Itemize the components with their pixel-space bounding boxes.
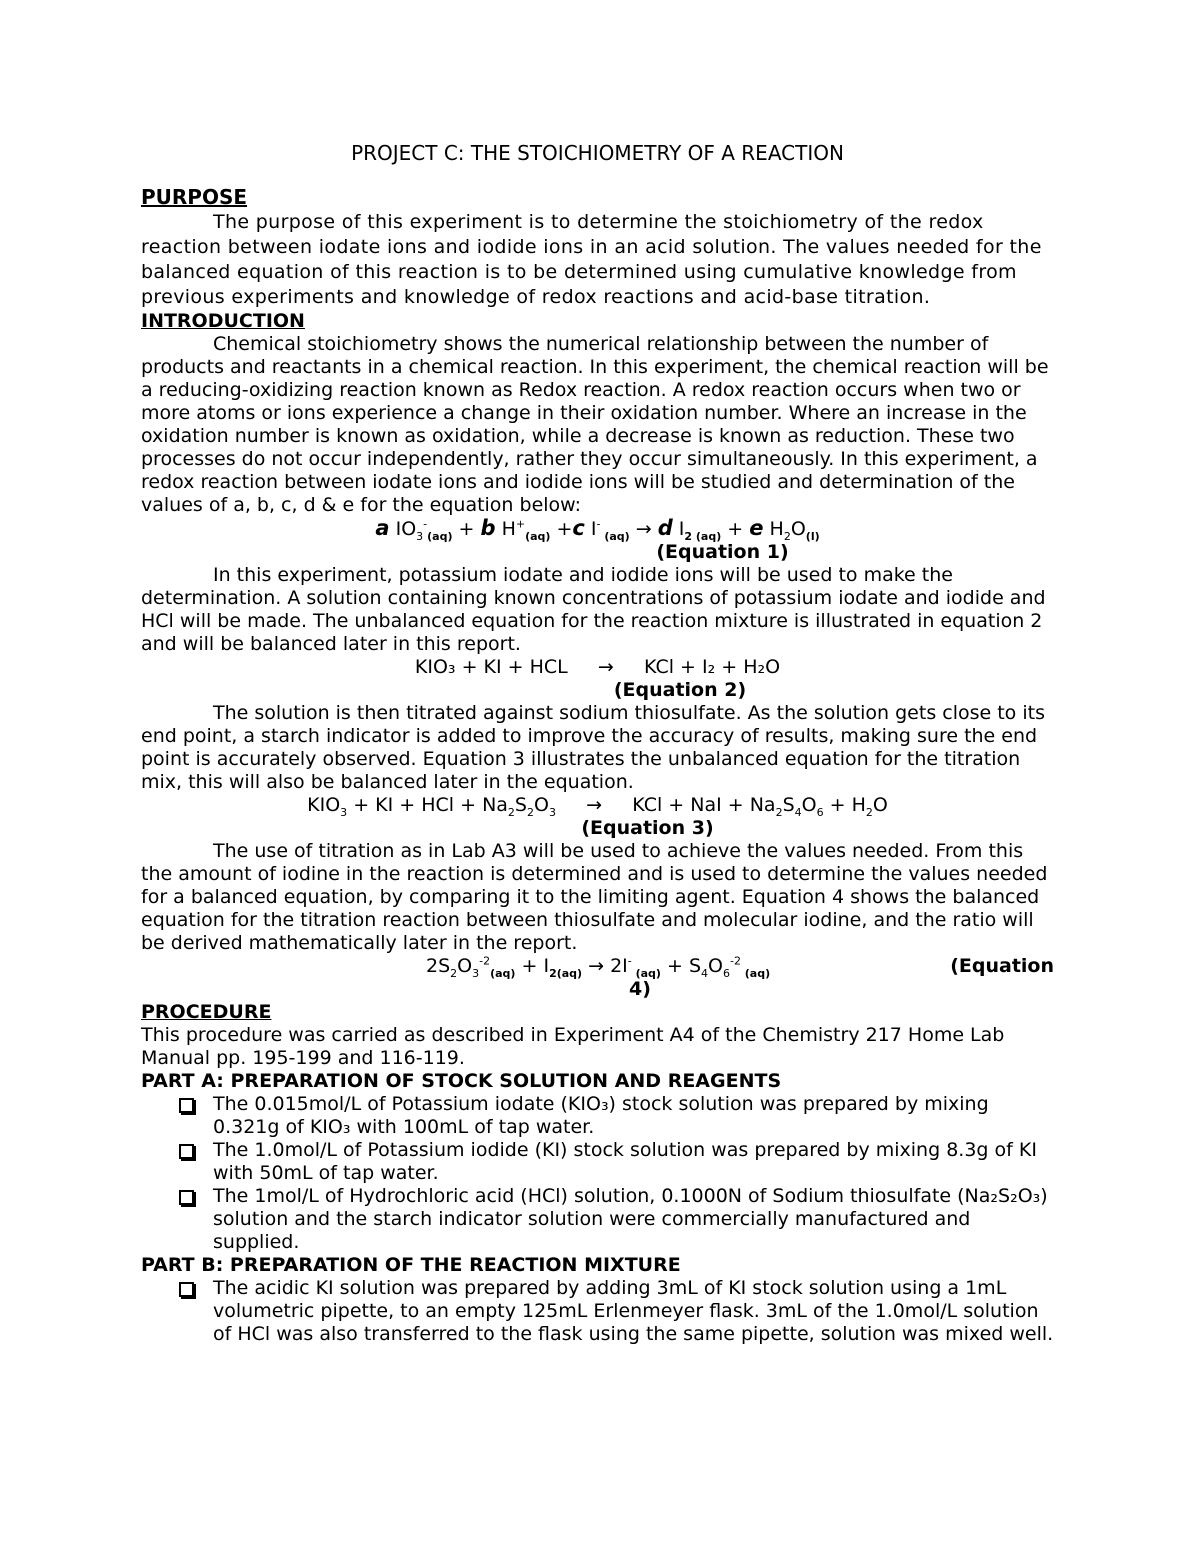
document-page bbox=[141, 140, 1054, 1346]
equation-2-label: (Equation 2) bbox=[613, 679, 747, 701]
equation-4-formula: $2S_2O_3^{-2}_{(aq)} + I_{2(aq)} \to 2I^-$ $_{(aq)} + S_4O_6^{-2}$ $_{(aq)}$ bbox=[426, 954, 771, 980]
equation-1: a $IO_3^-_{(aq)} + b$ $H^+_{(aq)} +c$ I- $_{(aq)}$ → d $I_{2 (aq)} + e$ $H_2O_{(l)}$ bbox=[375, 516, 820, 543]
equation-3: $KIO_3$ + KI + HCl + $Na_2S_2O_3$ → KCl + NaI + $Na_2S_4O_6 + H_2O$ bbox=[307, 794, 888, 819]
part-b-list bbox=[141, 1277, 1054, 1346]
part-a-heading: PART A: PREPARATION OF STOCK SOLUTION AND REAGENTS bbox=[141, 1070, 782, 1092]
part-a-list bbox=[141, 1093, 1054, 1254]
equation-2: KIO₃ + KI + HCL → KCl + I₂ + H₂O bbox=[414, 656, 781, 678]
list-item: The 0.015mol/L of Potassium iodate (KIO₃) stock solution was prepared by mixing 0.321g of KIO₃ with 100mL of tap water. bbox=[213, 1093, 1054, 1139]
equation-1-label: (Equation 1) bbox=[656, 541, 789, 563]
equation-4-label-continued: 4) bbox=[629, 978, 651, 1000]
equation-4-label: (Equation bbox=[950, 955, 1054, 977]
procedure-heading: PROCEDURE bbox=[141, 1001, 272, 1023]
equation-3-label: (Equation 3) bbox=[581, 817, 714, 839]
list-item: The acidic KI solution was prepared by adding 3mL of KI stock solution using a 1mL volumetric pipette, to an empty 125mL Erlenmeyer flask. 3mL of the 1.0mol/L solution of HCl was also transferred to the flask using the same pipette, solution was mixed well. bbox=[213, 1277, 1054, 1346]
part-b-heading: PART B: PREPARATION OF THE REACTION MIXTURE bbox=[141, 1254, 681, 1276]
equation-4 bbox=[141, 955, 1054, 978]
intro-paragraph-3: The solution is then titrated against sodium thiosulfate. As the solution gets close to its end point, a starch indicator is added to improve the accuracy of results, making sure the end point is accurately observed. Equation 3 illustrates the unbalanced equation for the titration mix, this will also be balanced later in the equation. bbox=[141, 702, 1045, 793]
list-item: The 1.0mol/L of Potassium iodide (KI) stock solution was prepared by mixing 8.3g of KI with 50mL of tap water. bbox=[213, 1139, 1054, 1185]
checkbox-bullet-icon bbox=[179, 1190, 194, 1205]
intro-paragraph-4: The use of titration as in Lab A3 will be used to achieve the values needed. From this the amount of iodine in the reaction is determined and is used to determine the values needed for a balanced equation, by comparing it to the limiting agent. Equation 4 shows the balanced equation for the titration reaction between thiosulfate and molecular iodine, and the ratio will be derived mathematically later in the report. bbox=[141, 840, 1048, 954]
page-title: PROJECT C: THE STOICHIOMETRY OF A REACTION bbox=[351, 141, 844, 165]
intro-paragraph-2: In this experiment, potassium iodate and iodide ions will be used to make the determination. A solution containing known concentrations of potassium iodate and iodide and HCl will be made. The unbalanced equation for the reaction mixture is illustrated in equation 2 and will be balanced later in this report. bbox=[141, 564, 1046, 655]
list-item: The 1mol/L of Hydrochloric acid (HCl) solution, 0.1000N of Sodium thiosulfate (Na₂S₂O₃) solution and the starch indicator solution were commercially manufactured and supplied. bbox=[213, 1185, 1054, 1254]
purpose-paragraph: The purpose of this experiment is to determine the stoichiometry of the redox reaction between iodate ions and iodide ions in an acid solution. The values needed for the balanced equation of this reaction is to be determined using cumulative knowledge from previous experiments and knowledge of redox reactions and acid-base titration. bbox=[141, 211, 1042, 308]
checkbox-bullet-icon bbox=[179, 1282, 194, 1297]
procedure-paragraph: This procedure was carried as described in Experiment A4 of the Chemistry 217 Home Lab Manual pp. 195-199 and 116-119. bbox=[141, 1024, 1005, 1069]
purpose-heading: PURPOSE bbox=[141, 185, 248, 209]
checkbox-bullet-icon bbox=[179, 1098, 194, 1113]
checkbox-bullet-icon bbox=[179, 1144, 194, 1159]
introduction-heading: INTRODUCTION bbox=[141, 310, 305, 332]
intro-paragraph-1: Chemical stoichiometry shows the numerical relationship between the number of products and reactants in a chemical reaction. In this experiment, the chemical reaction will be a reducing-oxidizing reaction known as Redox reaction. A redox reaction occurs when two or more atoms or ions experience a change in their oxidation number. Where an increase in the oxidation number is known as oxidation, while a decrease is known as reduction. These two processes do not occur independently, rather they occur simultaneously. In this experiment, a redox reaction between iodate ions and iodide ions will be studied and determination of the values of a, b, c, d & e for the equation below: bbox=[141, 333, 1049, 516]
